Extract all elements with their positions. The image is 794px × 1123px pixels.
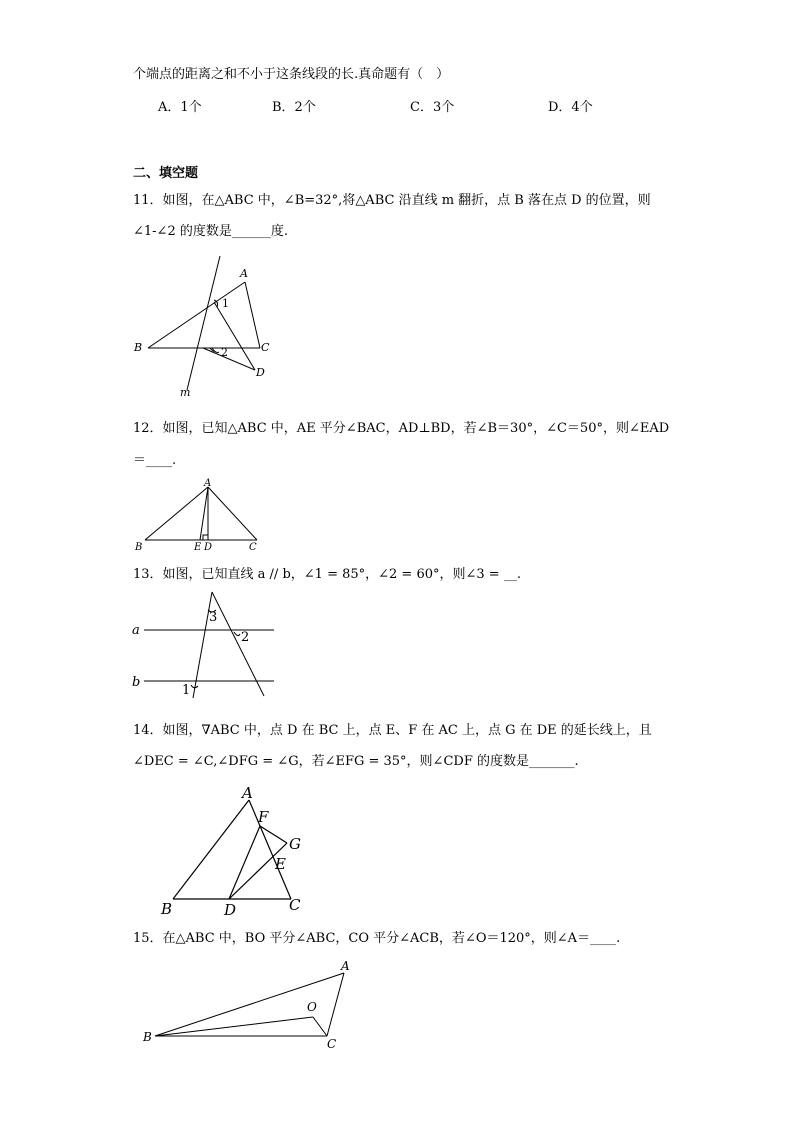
q11-stem-line1: 11．如图，在△ABC 中，∠B=32°,将△ABC 沿直线 m 翻折，点 B 落在点 D 的位置，则: [133, 193, 651, 208]
q13-label-1: 1: [182, 683, 191, 698]
q14-stem-line2: ∠DEC = ∠C,∠DFG = ∠G，若∠EFG = 35°，则∠CDF 的度数是_______.: [133, 754, 579, 769]
q15-label-a: A: [341, 959, 350, 973]
q13-stem-line1: 13．如图，已知直线 a // b，∠1 = 85°，∠2 = 60°，则∠3 = __.: [133, 567, 521, 582]
q13-transversal-right: [212, 592, 264, 696]
q10-option-c: C．3个: [410, 100, 455, 115]
q13-angle2-arc: [234, 632, 240, 636]
q11-figure: [120, 250, 320, 410]
q11-label-m: m: [180, 386, 191, 399]
q12-figure: [130, 478, 270, 558]
q15-stem-line1: 15．在△ABC 中，BO 平分∠ABC，CO 平分∠ACB，若∠O＝120°，则∠A＝____.: [133, 931, 621, 946]
q12-segment-ae: [200, 487, 208, 540]
q11-label-a: A: [240, 267, 248, 280]
q15-segment-ac: [327, 973, 344, 1036]
q13-label-3: 3: [209, 610, 218, 625]
q12-label-a: A: [204, 478, 212, 489]
q14-label-c: C: [289, 896, 301, 914]
q11-label-d: D: [256, 366, 265, 379]
q13-angle1-arc: [191, 685, 198, 688]
q10-option-a: A．1个: [158, 100, 202, 115]
q14-label-f: F: [258, 808, 269, 826]
q13-figure: [128, 588, 288, 703]
q15-segment-bo: [155, 1017, 313, 1036]
q13-transversal-left: [193, 592, 212, 698]
q10-stem-end: 个端点的距离之和不小于这条线段的长.真命题有（ ）: [133, 67, 450, 82]
q11-segment-ac: [245, 282, 260, 348]
q14-label-a: A: [242, 784, 253, 802]
q15-label-o: O: [307, 1000, 317, 1014]
q11-stem-line2: ∠1-∠2 的度数是______度.: [133, 224, 288, 239]
q12-label-c: C: [249, 542, 257, 553]
q13-label-2: 2: [241, 630, 250, 645]
q13-label-a: a: [132, 623, 140, 638]
q15-label-b: B: [143, 1030, 152, 1044]
q12-segment-ab: [145, 487, 208, 540]
q14-label-e: E: [275, 855, 286, 873]
q11-label-1: 1: [222, 297, 229, 310]
q12-label-b: B: [135, 542, 143, 553]
q12-label-d: D: [204, 542, 213, 553]
q14-label-g: G: [289, 835, 301, 853]
q14-segment-ac: [249, 800, 291, 899]
q15-segment-oc: [313, 1017, 327, 1036]
q11-label-c: C: [261, 341, 270, 354]
q11-segment-fold-down: [203, 348, 255, 370]
q14-label-d: D: [224, 901, 237, 919]
q11-label-2: 2: [221, 346, 228, 359]
q11-label-b: B: [134, 341, 143, 354]
q11-segment-ba: [148, 282, 245, 348]
section-title: 二、填空题: [133, 166, 199, 181]
q12-segment-ac: [208, 487, 257, 540]
q14-segment-df: [229, 826, 260, 899]
q12-stem-line1: 12．如图，已知△ABC 中，AE 平分∠BAC，AD⊥BD，若∠B＝30°，∠C＝50°，则∠EAD: [133, 421, 670, 436]
q14-figure: [155, 782, 325, 922]
q12-stem-line2: ＝____.: [133, 453, 177, 468]
q15-figure: [135, 955, 365, 1055]
q14-stem-line1: 14．如图，∇ABC 中，点 D 在 BC 上，点 E、F 在 AC 上，点 G 在 DE 的延长线上，且: [133, 723, 652, 738]
q12-label-e: E: [194, 542, 202, 553]
q10-option-b: B．2个: [272, 100, 316, 115]
q15-label-c: C: [327, 1037, 337, 1051]
q10-option-d: D．4个: [548, 100, 593, 115]
q11-segment-fold-up: [214, 302, 255, 370]
q14-segment-ab: [173, 800, 249, 899]
q11-line-m: [187, 256, 220, 390]
q14-label-b: B: [161, 900, 173, 918]
q13-label-b: b: [132, 675, 141, 690]
q12-right-angle-mark: [203, 535, 208, 540]
